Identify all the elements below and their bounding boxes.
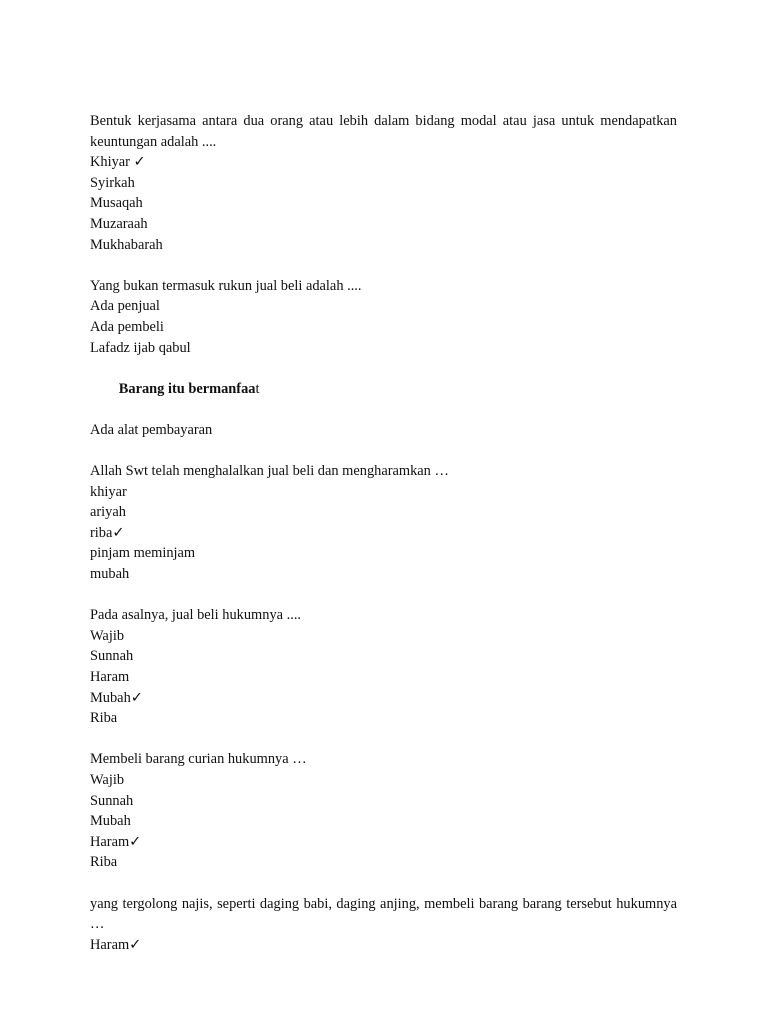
question-6	[90, 894, 681, 956]
option-text: Mubah✓	[90, 689, 143, 706]
question-4	[90, 605, 677, 729]
option-text: Riba	[90, 854, 118, 871]
question-5	[90, 749, 677, 873]
option-text: Sunnah	[90, 792, 134, 809]
option-text: Sunnah	[90, 648, 134, 665]
question-text: Pada asalnya, jual beli hukumnya ....	[90, 607, 302, 624]
question-text: Bentuk kerjasama antara dua orang atau lebih dalam bidang modal atau jasa untuk mendapatkan keuntungan adalah ....	[90, 113, 681, 150]
question-text: Membeli barang curian hukumnya …	[90, 751, 307, 768]
option-text: Wajib	[90, 627, 125, 644]
option-text: Mubah	[90, 813, 131, 830]
option-text: Haram	[90, 669, 130, 686]
option-text: Ada pembeli	[90, 318, 164, 335]
question-1	[90, 111, 681, 255]
option-text: Khiyar ✓	[90, 154, 146, 171]
option-text: Wajib	[90, 772, 125, 788]
question-3	[90, 461, 677, 585]
option-text: Lafadz ijab qabul	[90, 339, 191, 356]
question-text: Yang bukan termasuk rukun jual beli adalah ....	[90, 277, 362, 294]
question-text: yang tergolong najis, seperti daging babi, daging anjing, membeli barang barang tersebut hukumnya …	[90, 895, 681, 933]
question-2	[90, 276, 677, 441]
option-text: mubah	[90, 566, 130, 583]
option-text: Ada penjual	[90, 298, 160, 315]
option-text: ariyah	[90, 504, 126, 521]
option-text: Muzaraah	[90, 215, 148, 232]
option-bold-part: Barang itu bermanfaa	[118, 380, 256, 397]
option-text: Syirkah	[90, 174, 135, 191]
option-text: Ada alat pembayaran	[90, 421, 213, 438]
option-text: Riba	[90, 710, 118, 727]
option-text	[90, 358, 677, 420]
question-text: Allah Swt telah menghalalkan jual beli dan mengharamkan …	[90, 463, 449, 480]
document-body	[90, 111, 681, 976]
option-text: Haram✓	[90, 833, 142, 850]
option-text: riba✓	[90, 524, 125, 541]
option-text: khiyar	[90, 483, 127, 500]
option-text: Musaqah	[90, 195, 143, 212]
option-regular-part: t	[255, 380, 260, 397]
option-text: pinjam meminjam	[90, 545, 196, 562]
option-text: Mukhabarah	[90, 236, 163, 253]
option-text: Haram✓	[90, 936, 142, 953]
